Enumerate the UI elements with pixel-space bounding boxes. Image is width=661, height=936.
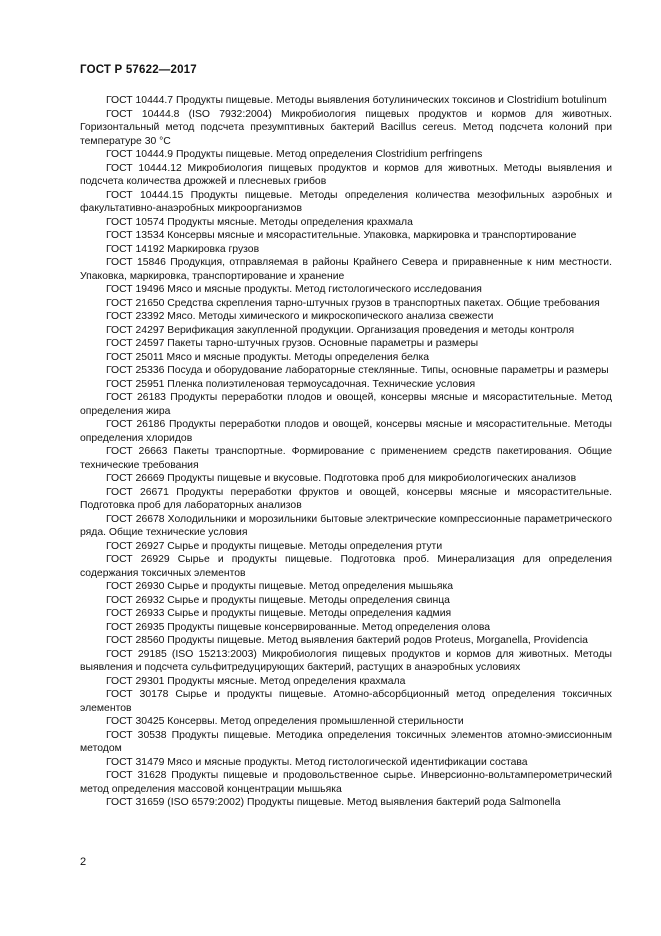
reference-item: ГОСТ 29301 Продукты мясные. Метод определения крахмала (106, 675, 406, 687)
reference-item: ГОСТ 30178 Сырье и продукты пищевые. Атомно-абсорбционный метод определения токсичных элементов (80, 689, 612, 714)
reference-item: ГОСТ 26669 Продукты пищевые и вкусовые. Подготовка проб для микробиологических анализов (106, 473, 577, 484)
reference-item: ГОСТ 10574 Продукты мясные. Методы определения крахмала (106, 216, 413, 228)
reference-item: ГОСТ 25951 Пленка полиэтиленовая термоусадочная. Технические условия (106, 378, 476, 390)
reference-item: ГОСТ 26678 Холодильники и морозильники бытовые электрические компрессионные параметрического ряда. Общие технические условия (80, 513, 612, 538)
reference-item: ГОСТ 26933 Сырье и продукты пищевые. Методы определения кадмия (106, 608, 452, 619)
page-number: 2 (80, 856, 87, 868)
normative-references-list (80, 94, 612, 810)
reference-item: ГОСТ 10444.7 Продукты пищевые. Методы выявления ботулинических токсинов и Clostridium botulinum (106, 95, 607, 106)
reference-item: ГОСТ 24597 Пакеты тарно-штучных грузов. Основные параметры и размеры (106, 338, 479, 349)
reference-item: ГОСТ 29185 (ISO 15213:2003) Микробиология пищевых продуктов и кормов для животных. Методы выявления и подсчета сульфитредуцирующих бактерий, растущих в анаэробных условиях (80, 648, 612, 673)
reference-item: ГОСТ 26663 Пакеты транспортные. Формирование с применением средств пакетирования. Общие технические требования (80, 446, 612, 471)
reference-item: ГОСТ 31659 (ISO 6579:2002) Продукты пищевые. Метод выявления бактерий рода Salmonella (106, 797, 561, 808)
reference-item: ГОСТ 10444.8 (ISO 7932:2004) Микробиология пищевых продуктов и кормов для животных. Горизонтальный метод подсчета презумптивных бактерий Bacillus cereus. Метод подсчета колоний при температуре 30 °С (80, 108, 612, 147)
reference-item: ГОСТ 10444.12 Микробиология пищевых продуктов и кормов для животных. Методы выявления и подсчета количества дрожжей и плесневых грибов (80, 162, 612, 187)
reference-item: ГОСТ 21650 Средства скрепления тарно-штучных грузов в транспортных пакетах. Общие требования (106, 297, 600, 309)
reference-item: ГОСТ 19496 Мясо и мясные продукты. Метод гистологического исследования (106, 284, 482, 295)
reference-item: ГОСТ 26671 Продукты переработки фруктов и овощей, консервы мясные и мясорастительные. Подготовка проб для лабораторных анализов (80, 486, 612, 511)
reference-item: ГОСТ 14192 Маркировка грузов (106, 243, 260, 255)
reference-item: ГОСТ 31479 Мясо и мясные продукты. Метод гистологической идентификации состава (106, 756, 528, 768)
reference-item: ГОСТ 25336 Посуда и оборудование лабораторные стеклянные. Типы, основные параметры и размеры (106, 365, 609, 376)
reference-item: ГОСТ 28560 Продукты пищевые. Метод выявления бактерий родов Proteus, Morganella, Providencia (106, 635, 588, 646)
reference-item: ГОСТ 13534 Консервы мясные и мясорастительные. Упаковка, маркировка и транспортирование (106, 230, 577, 241)
reference-item: ГОСТ 30538 Продукты пищевые. Методика определения токсичных элементов атомно-эмиссионным методом (80, 729, 612, 754)
reference-item: ГОСТ 10444.9 Продукты пищевые. Метод определения Clostridium perfringens (106, 149, 483, 160)
reference-item: ГОСТ 26927 Сырье и продукты пищевые. Методы определения ртути (106, 540, 443, 552)
reference-item: ГОСТ 26186 Продукты переработки плодов и овощей, консервы мясные и мясорастительные. Методы определения хлоридов (80, 419, 612, 444)
reference-item: ГОСТ 23392 Мясо. Методы химического и микроскопического анализа свежести (106, 311, 494, 322)
document-header: ГОСТ Р 57622—2017 (80, 64, 197, 76)
reference-item: ГОСТ 26929 Сырье и продукты пищевые. Подготовка проб. Минерализация для определения содержания токсичных элементов (80, 554, 612, 579)
reference-item: ГОСТ 31628 Продукты пищевые и продовольственное сырье. Инверсионно-вольтамперометрический метод определения массовой концентрации мышьяка (80, 770, 612, 795)
reference-item: ГОСТ 25011 Мясо и мясные продукты. Методы определения белка (106, 351, 430, 363)
reference-item: ГОСТ 26932 Сырье и продукты пищевые. Методы определения свинца (106, 594, 450, 606)
reference-item: ГОСТ 26930 Сырье и продукты пищевые. Метод определения мышьяка (106, 581, 454, 592)
reference-item: ГОСТ 15846 Продукция, отправляемая в районы Крайнего Севера и приравненные к ним местности. Упаковка, маркировка, транспортирование и хранение (80, 257, 612, 282)
reference-item: ГОСТ 10444.15 Продукты пищевые. Методы определения количества мезофильных аэробных и факультативно-анаэробных микроорганизмов (80, 189, 612, 214)
reference-item: ГОСТ 26183 Продукты переработки плодов и овощей, консервы мясные и мясорастительные. Метод определения жира (80, 392, 612, 417)
reference-item: ГОСТ 26935 Продукты пищевые консервированные. Метод определения олова (106, 621, 491, 633)
reference-item: ГОСТ 24297 Верификация закупленной продукции. Организация проведения и методы контроля (106, 324, 575, 336)
reference-item: ГОСТ 30425 Консервы. Метод определения промышленной стерильности (106, 716, 464, 727)
